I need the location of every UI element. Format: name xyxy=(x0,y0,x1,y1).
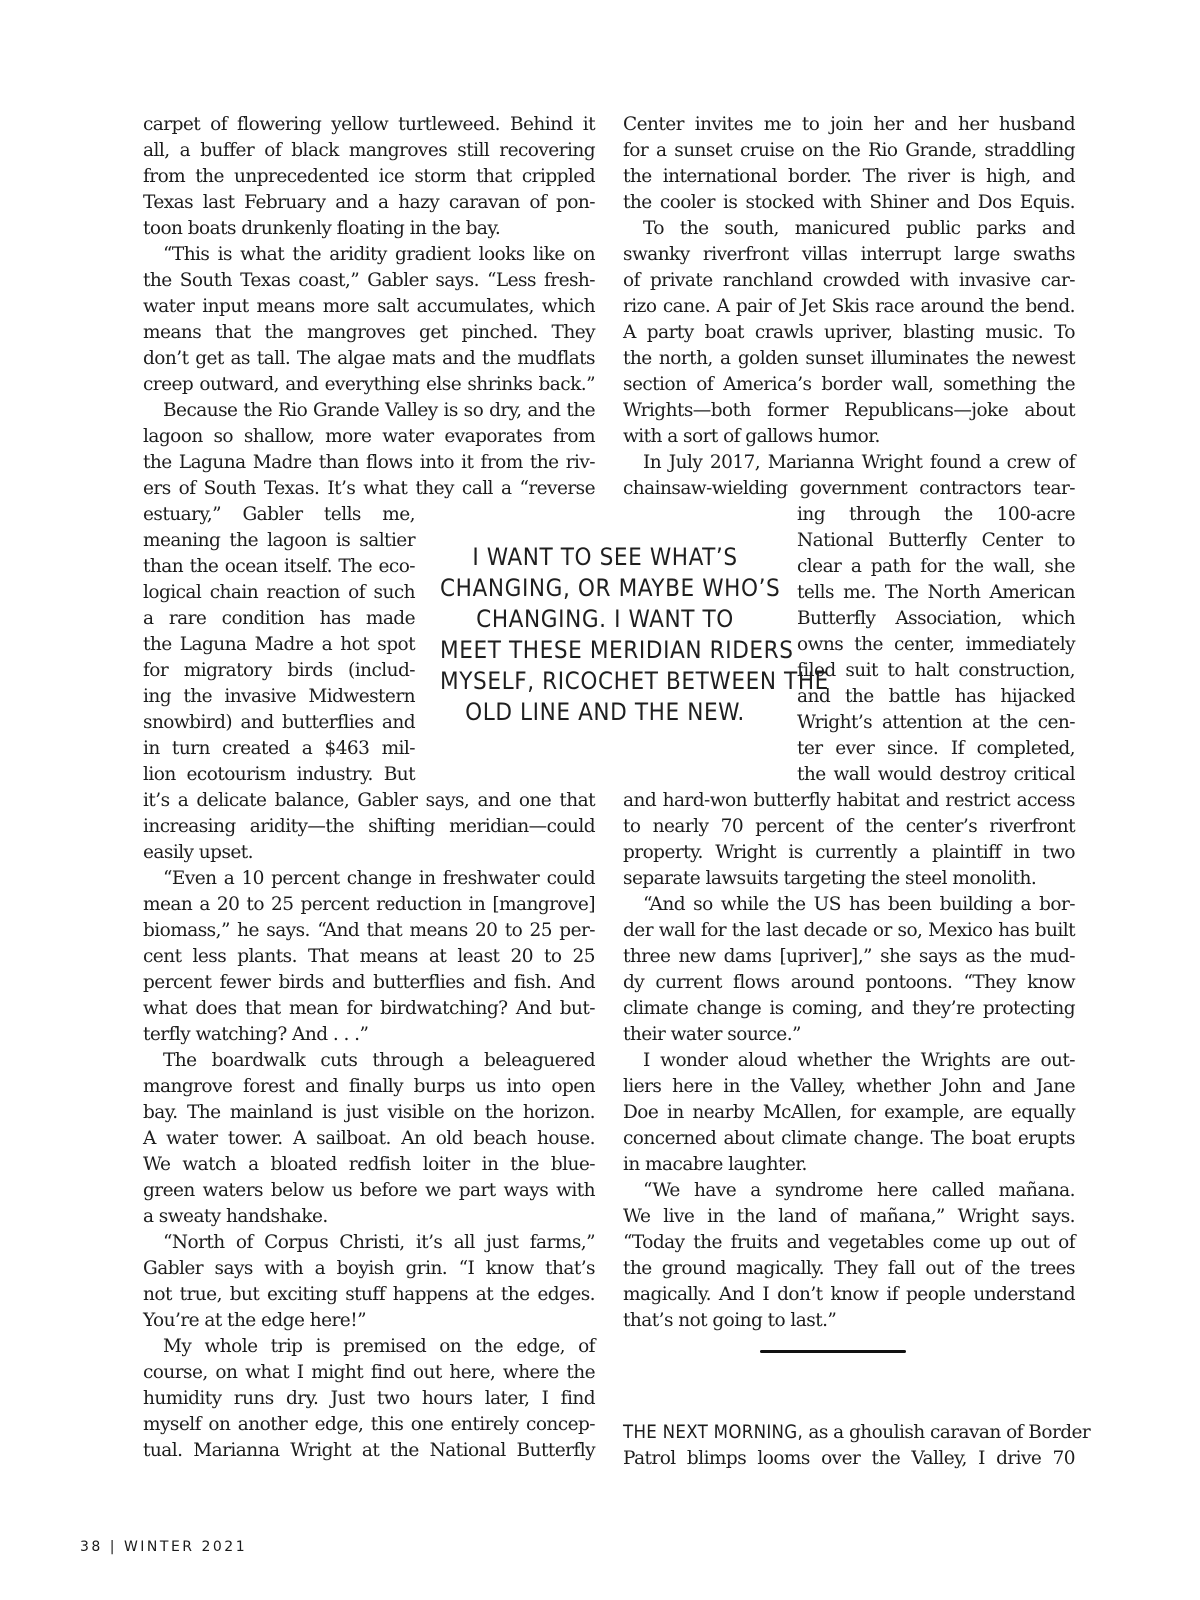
left-column-line: lion ecotourism industry. But xyxy=(143,764,415,785)
right-column-line: I wonder aloud whether the Wrights are out- xyxy=(643,1050,1075,1071)
left-column-line: The boardwalk cuts through a beleaguered xyxy=(163,1050,595,1071)
pull-quote-line: OLD LINE AND THE NEW. xyxy=(465,698,745,726)
right-column-line: the ground magically. They fall out of the trees xyxy=(623,1258,1075,1279)
left-column-line: Because the Rio Grande Valley is so dry, and the xyxy=(163,400,595,421)
left-column-line: mean a 20 to 25 percent reduction in [mangrove] xyxy=(143,894,595,915)
right-column-line: magically. And I don’t know if people understand xyxy=(623,1284,1075,1305)
right-column-line: Doe in nearby McAllen, for example, are equally xyxy=(623,1102,1075,1123)
right-column-line: Wrights—both former Republicans—joke about xyxy=(623,400,1075,421)
left-column-line: estuary,” Gabler tells me, xyxy=(143,504,415,525)
left-column-line: tual. Marianna Wright at the National Butterfly xyxy=(143,1440,595,1461)
left-column-line: ing the invasive Midwestern xyxy=(143,686,415,707)
left-column-line: Texas last February and a hazy caravan of pon- xyxy=(143,192,595,213)
left-column-line: meaning the lagoon is saltier xyxy=(143,530,415,551)
right-column-line: National Butterfly Center to xyxy=(797,530,1075,551)
left-column-line: biomass,” he says. “And that means 20 to 25 per- xyxy=(143,920,595,941)
right-column-line: and hard-won butterfly habitat and restrict access xyxy=(623,790,1075,811)
left-column-line: in turn created a $463 mil- xyxy=(143,738,415,759)
right-column-line: clear a path for the wall, she xyxy=(797,556,1075,577)
right-column-line: three new dams [upriver],” she says as the mud- xyxy=(623,946,1075,967)
right-column-line: the international border. The river is high, and xyxy=(623,166,1075,187)
section-lead-in: THE NEXT MORNING, xyxy=(623,1422,804,1443)
right-column-line: “We have a syndrome here called mañana. xyxy=(643,1180,1075,1201)
page-number: 38 xyxy=(80,1539,103,1555)
page-folio xyxy=(80,1539,247,1555)
right-column-line: filed suit to halt construction, xyxy=(797,660,1075,681)
right-column-line: rizo cane. A pair of Jet Skis race around the bend. xyxy=(623,296,1075,317)
left-column-line: ers of South Texas. It’s what they call a “reverse xyxy=(143,478,595,499)
left-column-line: logical chain reaction of such xyxy=(143,582,415,603)
right-column-line: Butterfly Association, which xyxy=(797,608,1075,629)
left-column-line: course, on what I might find out here, where the xyxy=(143,1362,595,1383)
right-column-line: climate change is coming, and they’re protecting xyxy=(623,998,1075,1019)
left-column-line: all, a buffer of black mangroves still recovering xyxy=(143,140,595,161)
left-column-line: the South Texas coast,” Gabler says. “Less fresh- xyxy=(143,270,595,291)
right-column-line: ing through the 100-acre xyxy=(797,504,1075,525)
left-column-line: a sweaty handshake. xyxy=(143,1206,328,1227)
left-column-line: increasing aridity—the shifting meridian—could xyxy=(143,816,595,837)
issue-label: WINTER 2021 xyxy=(123,1539,248,1555)
left-column-line: water input means more salt accumulates, which xyxy=(143,296,595,317)
right-column-line: separate lawsuits targeting the steel monolith. xyxy=(623,868,1037,889)
right-column-line: A party boat crawls upriver, blasting music. To xyxy=(623,322,1075,343)
left-column-line: mangrove forest and finally burps us into open xyxy=(143,1076,595,1097)
left-column-line: “Even a 10 percent change in freshwater could xyxy=(163,868,595,889)
pull-quote-line: CHANGING. I WANT TO xyxy=(476,605,734,633)
right-column-line: to nearly 70 percent of the center’s riverfront xyxy=(623,816,1075,837)
left-column-line: “North of Corpus Christi, it’s all just farms,” xyxy=(163,1232,595,1253)
right-column-line: owns the center, immediately xyxy=(797,634,1075,655)
left-column-line: A water tower. A sailboat. An old beach house. xyxy=(143,1128,595,1149)
pull-quote-line: I WANT TO SEE WHAT’S xyxy=(472,543,738,571)
right-column-line: “And so while the US has been building a bor- xyxy=(643,894,1075,915)
right-column-line: with a sort of gallows humor. xyxy=(623,426,880,447)
right-column-line: In July 2017, Marianna Wright found a crew of xyxy=(643,452,1075,473)
right-column-line: property. Wright is currently a plaintiff in two xyxy=(623,842,1075,863)
left-column-line: what does that mean for birdwatching? And but- xyxy=(143,998,595,1019)
right-column-line: for a sunset cruise on the Rio Grande, straddling xyxy=(623,140,1075,161)
right-column-line: ter ever since. If completed, xyxy=(797,738,1075,759)
left-column-line: the Laguna Madre than flows into it from the riv- xyxy=(143,452,595,473)
right-column-line: To the south, manicured public parks and xyxy=(643,218,1075,239)
left-column-line: easily upset. xyxy=(143,842,254,863)
left-column-line: from the unprecedented ice storm that crippled xyxy=(143,166,595,187)
right-column-line: der wall for the last decade or so, Mexico has built xyxy=(623,920,1075,941)
left-column-line: a rare condition has made xyxy=(143,608,415,629)
left-column-line: You’re at the edge here!” xyxy=(143,1310,366,1331)
left-column-line: creep outward, and everything else shrinks back.” xyxy=(143,374,595,395)
left-column-line: not true, but exciting stuff happens at the edges. xyxy=(143,1284,595,1305)
section-open-line-1 xyxy=(623,1420,1091,1446)
right-column-line: dy current flows around pontoons. “They know xyxy=(623,972,1075,993)
left-column-line: snowbird) and butterflies and xyxy=(143,712,415,733)
left-column-line: bay. The mainland is just visible on the horizon. xyxy=(143,1102,595,1123)
left-column-line: green waters below us before we part ways with xyxy=(143,1180,595,1201)
section-open-text: as a ghoulish caravan of Border xyxy=(803,1422,1091,1443)
right-column-line: liers here in the Valley, whether John and Jane xyxy=(623,1076,1075,1097)
right-column-line: Wright’s attention at the cen- xyxy=(797,712,1075,733)
pull-quote xyxy=(440,542,829,728)
left-column-line: “This is what the aridity gradient looks like on xyxy=(163,244,595,265)
left-column-line: the Laguna Madre a hot spot xyxy=(143,634,415,655)
left-column-line: don’t get as tall. The algae mats and the mudflats xyxy=(143,348,595,369)
pull-quote-line: MEET THESE MERIDIAN RIDERS xyxy=(440,636,794,664)
right-column-line: of private ranchland crowded with invasive car- xyxy=(623,270,1075,291)
left-column-line: myself on another edge, this one entirely concep- xyxy=(143,1414,595,1435)
right-column-line: their water source.” xyxy=(623,1024,801,1045)
left-column-line: My whole trip is premised on the edge, of xyxy=(163,1336,595,1357)
pull-quote-line: MYSELF, RICOCHET BETWEEN THE xyxy=(440,667,829,695)
left-column-line: cent less plants. That means at least 20 to 25 xyxy=(143,946,595,967)
right-column-line: “Today the fruits and vegetables come up out of xyxy=(623,1232,1075,1253)
right-column-line: the north, a golden sunset illuminates the newest xyxy=(623,348,1075,369)
left-column-line: Gabler says with a boyish grin. “I know that’s xyxy=(143,1258,595,1279)
left-column-line: humidity runs dry. Just two hours later, I find xyxy=(143,1388,595,1409)
left-column-line: We watch a bloated redfish loiter in the blue- xyxy=(143,1154,595,1175)
right-column-line: section of America’s border wall, something the xyxy=(623,374,1075,395)
right-column-line: in macabre laughter. xyxy=(623,1154,807,1175)
left-column-line: means that the mangroves get pinched. They xyxy=(143,322,595,343)
right-column-line: We live in the land of mañana,” Wright says. xyxy=(623,1206,1075,1227)
left-column-line: for migratory birds (includ- xyxy=(143,660,415,681)
right-column-line: and the battle has hijacked xyxy=(797,686,1075,707)
right-column-line: chainsaw-wielding government contractors tear- xyxy=(623,478,1075,499)
left-column-line: toon boats drunkenly floating in the bay. xyxy=(143,218,501,239)
section-divider xyxy=(760,1350,906,1353)
left-column-line: it’s a delicate balance, Gabler says, and one that xyxy=(143,790,595,811)
right-column-line: concerned about climate change. The boat erupts xyxy=(623,1128,1075,1149)
folio-separator: | xyxy=(109,1539,117,1555)
left-column-line: carpet of flowering yellow turtleweed. Behind it xyxy=(143,114,595,135)
left-column-line: lagoon so shallow, more water evaporates from xyxy=(143,426,595,447)
left-column-line: terfly watching? And . . .” xyxy=(143,1024,369,1045)
right-column-line: the cooler is stocked with Shiner and Dos Equis. xyxy=(623,192,1075,213)
left-column-line: percent fewer birds and butterflies and fish. And xyxy=(143,972,595,993)
right-column-line: tells me. The North American xyxy=(797,582,1075,603)
pull-quote-line: CHANGING, OR MAYBE WHO’S xyxy=(440,574,781,602)
section-open-line-2 xyxy=(623,1446,1075,1472)
right-column-line: the wall would destroy critical xyxy=(797,764,1075,785)
right-column-line: that’s not going to last.” xyxy=(623,1310,837,1331)
left-column-line: than the ocean itself. The eco- xyxy=(143,556,415,577)
section-open-text-2: Patrol blimps looms over the Valley, I drive 70 xyxy=(623,1448,1075,1469)
right-column-line: Center invites me to join her and her husband xyxy=(623,114,1075,135)
right-column-line: swanky riverfront villas interrupt large swaths xyxy=(623,244,1075,265)
